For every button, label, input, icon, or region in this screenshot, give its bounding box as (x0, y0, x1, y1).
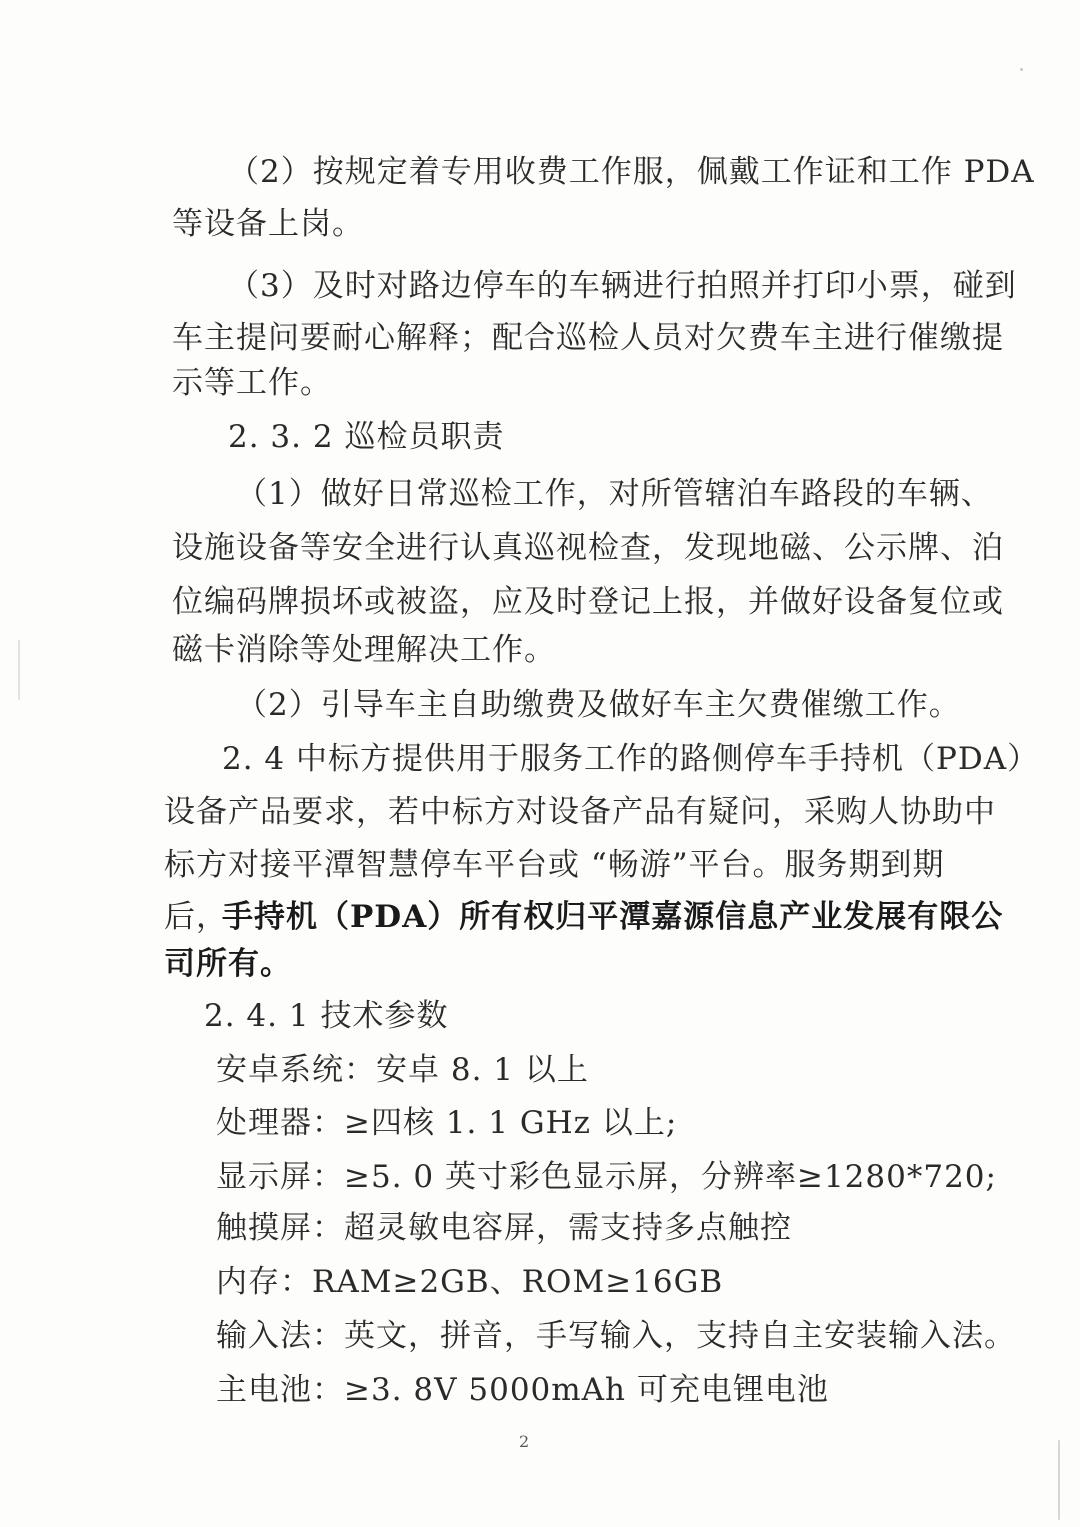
section-2-4-line-4-start: 后， (164, 899, 228, 935)
inspector-duty-1-line-3: 位编码牌损坏或被盗，应及时登记上报，并做好设备复位或 (172, 584, 1004, 620)
inspector-duty-2: （2）引导车主自助缴费及做好车主欠费催缴工作。 (236, 687, 961, 723)
section-heading-2-4-1: 2. 4. 1 技术参数 (204, 998, 449, 1034)
para-2-line-2: 等设备上岗。 (172, 206, 364, 242)
para-3-line-1: （3）及时对路边停车的车辆进行拍照并打印小票，碰到 (228, 268, 1017, 304)
section-2-4-line-1: 2. 4 中标方提供用于服务工作的路侧停车手持机（PDA） (222, 741, 1040, 777)
scan-speck (1020, 68, 1023, 71)
section-2-4-line-3: 标方对接平潭智慧停车平台或 “畅游”平台。服务期到期 (164, 847, 945, 883)
spec-battery: 主电池：≥3. 8V 5000mAh 可充电锂电池 (216, 1372, 829, 1408)
ownership-clause-line-2: 司所有。 (164, 946, 292, 982)
para-3-line-3: 示等工作。 (172, 365, 332, 401)
inspector-duty-1-line-1: （1）做好日常巡检工作，对所管辖泊车路段的车辆、 (236, 476, 993, 512)
spec-processor: 处理器：≥四核 1. 1 GHz 以上; (216, 1105, 678, 1141)
inspector-duty-1-line-2: 设施设备等安全进行认真巡视检查，发现地磁、公示牌、泊 (172, 530, 1004, 566)
inspector-duty-1-line-4: 磁卡消除等处理解决工作。 (172, 632, 556, 668)
spec-android-system: 安卓系统：安卓 8. 1 以上 (216, 1052, 589, 1088)
para-3-line-2: 车主提问要耐心解释；配合巡检人员对欠费车主进行催缴提 (172, 320, 1004, 356)
spec-memory: 内存：RAM≥2GB、ROM≥16GB (216, 1264, 724, 1300)
spec-display: 显示屏：≥5. 0 英寸彩色显示屏，分辨率≥1280*720; (216, 1159, 997, 1195)
section-heading-2-3-2: 2. 3. 2 巡检员职责 (228, 419, 505, 455)
ownership-clause-line-1: 手持机（PDA）所有权归平潭嘉源信息产业发展有限公 (222, 899, 1004, 935)
scan-edge-mark (18, 640, 20, 700)
para-2-line-1: （2）按规定着专用收费工作服，佩戴工作证和工作 PDA (228, 154, 1035, 190)
spec-touchscreen: 触摸屏：超灵敏电容屏，需支持多点触控 (216, 1210, 792, 1246)
page-number: 2 (519, 1432, 530, 1451)
spec-input-method: 输入法：英文，拼音，手写输入，支持自主安装输入法。 (216, 1318, 1016, 1354)
section-2-4-line-2: 设备产品要求，若中标方对设备产品有疑问，采购人协助中 (164, 794, 996, 830)
scan-edge-mark (1058, 1440, 1060, 1520)
